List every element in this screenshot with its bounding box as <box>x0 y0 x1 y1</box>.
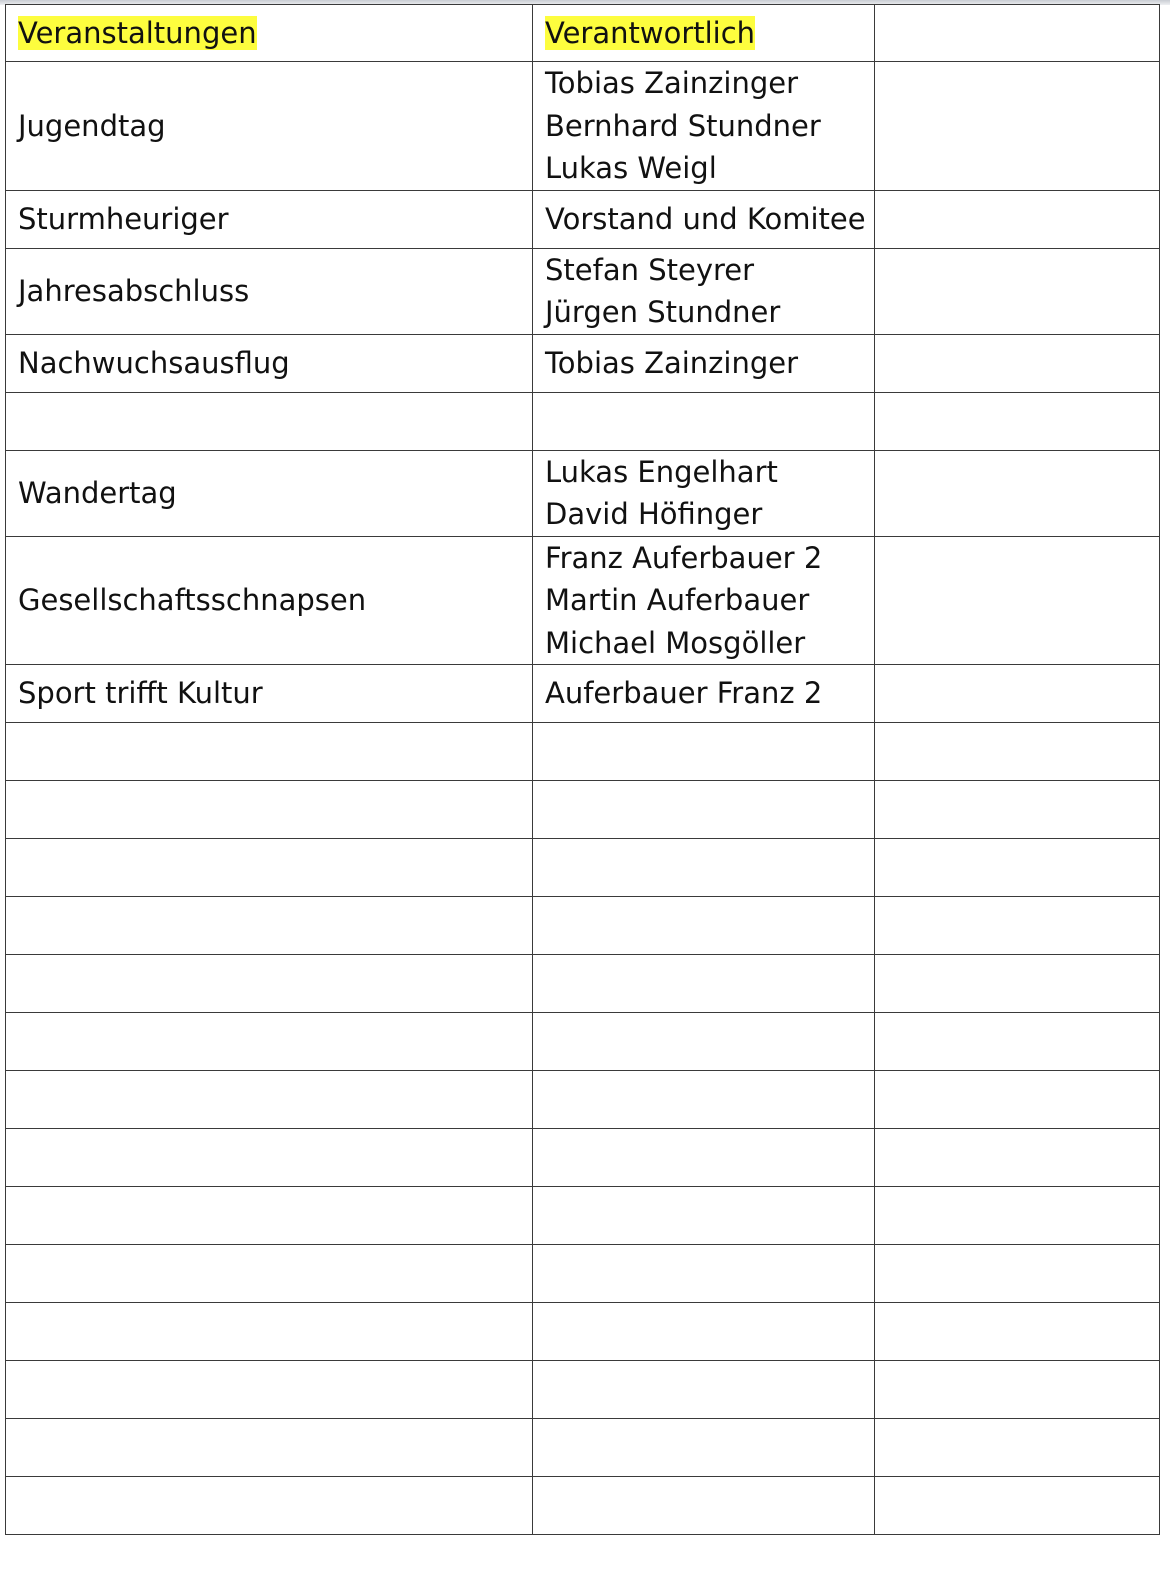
responsible-person: Bernhard Stundner <box>545 108 821 143</box>
extra-cell <box>875 248 1160 334</box>
table-row <box>6 1245 1160 1303</box>
event-name: Sport trifft Kultur <box>18 676 263 711</box>
responsible-cell <box>533 450 875 536</box>
event-cell <box>6 392 533 450</box>
event-name: Jahresabschluss <box>18 273 250 308</box>
event-cell <box>6 1129 533 1187</box>
event-cell <box>6 839 533 897</box>
responsible-person: Jürgen Stundner <box>545 295 781 329</box>
event-cell <box>6 536 533 665</box>
table-row <box>6 665 1160 723</box>
extra-cell <box>875 190 1160 248</box>
table-row <box>6 190 1160 248</box>
responsible-cell <box>533 781 875 839</box>
responsible-cell <box>533 1477 875 1535</box>
responsible-cell <box>533 190 875 248</box>
extra-cell <box>875 839 1160 897</box>
extra-cell <box>875 665 1160 723</box>
extra-cell <box>875 723 1160 781</box>
extra-cell <box>875 450 1160 536</box>
table-row <box>6 781 1160 839</box>
responsible-person: Michael Mosgöller <box>545 625 806 660</box>
extra-cell <box>875 1361 1160 1419</box>
extra-cell <box>875 334 1160 392</box>
responsible-cell <box>533 536 875 665</box>
extra-cell <box>875 536 1160 665</box>
responsible-cell <box>533 1303 875 1361</box>
header-responsible-label: Verantwortlich <box>545 15 756 50</box>
event-cell <box>6 955 533 1013</box>
event-name: Nachwuchsausflug <box>18 345 290 380</box>
event-cell <box>6 1071 533 1129</box>
event-cell <box>6 450 533 536</box>
header-cell-extra <box>875 5 1160 62</box>
responsible-cell <box>533 665 875 723</box>
responsible-cell <box>533 1245 875 1303</box>
responsible-cell <box>533 897 875 955</box>
responsible-person: Vorstand und Komitee <box>545 201 866 236</box>
event-cell <box>6 334 533 392</box>
table-body <box>6 5 1160 1535</box>
table-row <box>6 1013 1160 1071</box>
table-row <box>6 1303 1160 1361</box>
event-cell <box>6 248 533 334</box>
extra-cell <box>875 1419 1160 1477</box>
header-events-label: Veranstaltungen <box>18 15 257 50</box>
responsible-cell <box>533 1361 875 1419</box>
events-table <box>5 4 1160 1535</box>
extra-cell <box>875 62 1160 191</box>
header-cell-responsible <box>533 5 875 62</box>
responsible-cell <box>533 839 875 897</box>
event-name: Sturmheuriger <box>18 201 229 236</box>
table-row <box>6 897 1160 955</box>
responsible-person: Lukas Weigl <box>545 151 717 185</box>
extra-cell <box>875 781 1160 839</box>
event-name: Gesellschaftsschnapsen <box>18 583 367 617</box>
responsible-cell <box>533 248 875 334</box>
responsible-person: Lukas Engelhart <box>545 454 778 489</box>
responsible-person: Tobias Zainzinger <box>545 345 798 380</box>
event-cell <box>6 1419 533 1477</box>
responsible-cell <box>533 392 875 450</box>
responsible-cell <box>533 1419 875 1477</box>
table-row <box>6 62 1160 191</box>
table-row <box>6 723 1160 781</box>
table-header-row <box>6 5 1160 62</box>
extra-cell <box>875 1129 1160 1187</box>
responsible-person: Stefan Steyrer <box>545 252 755 287</box>
extra-cell <box>875 1071 1160 1129</box>
table-row <box>6 1419 1160 1477</box>
table-row <box>6 450 1160 536</box>
table-row <box>6 1129 1160 1187</box>
event-cell <box>6 62 533 191</box>
header-cell-events <box>6 5 533 62</box>
event-cell <box>6 1245 533 1303</box>
responsible-cell <box>533 723 875 781</box>
event-cell <box>6 1303 533 1361</box>
responsible-person: Martin Auferbauer <box>545 583 810 617</box>
table-row <box>6 392 1160 450</box>
extra-cell <box>875 1013 1160 1071</box>
event-cell <box>6 1187 533 1245</box>
responsible-cell <box>533 955 875 1013</box>
table-row <box>6 839 1160 897</box>
table-row <box>6 1477 1160 1535</box>
responsible-cell <box>533 62 875 191</box>
event-name: Jugendtag <box>18 108 166 143</box>
responsible-person: Franz Auferbauer 2 <box>545 540 823 575</box>
event-cell <box>6 1013 533 1071</box>
table-row <box>6 248 1160 334</box>
extra-cell <box>875 1187 1160 1245</box>
table-row <box>6 334 1160 392</box>
extra-cell <box>875 392 1160 450</box>
event-cell <box>6 723 533 781</box>
responsible-cell <box>533 1071 875 1129</box>
event-cell <box>6 190 533 248</box>
table-row <box>6 1071 1160 1129</box>
event-cell <box>6 665 533 723</box>
event-cell <box>6 781 533 839</box>
responsible-person: Auferbauer Franz 2 <box>545 676 823 711</box>
responsible-cell <box>533 334 875 392</box>
extra-cell <box>875 1303 1160 1361</box>
responsible-cell <box>533 1013 875 1071</box>
event-name: Wandertag <box>18 475 177 510</box>
table-row <box>6 955 1160 1013</box>
event-cell <box>6 1477 533 1535</box>
event-cell <box>6 1361 533 1419</box>
responsible-person: Tobias Zainzinger <box>545 66 798 100</box>
table-row <box>6 1361 1160 1419</box>
responsible-cell <box>533 1187 875 1245</box>
table-row <box>6 536 1160 665</box>
event-cell <box>6 897 533 955</box>
table-row <box>6 1187 1160 1245</box>
extra-cell <box>875 1477 1160 1535</box>
extra-cell <box>875 1245 1160 1303</box>
responsible-cell <box>533 1129 875 1187</box>
extra-cell <box>875 897 1160 955</box>
responsible-person: David Höfinger <box>545 497 763 531</box>
extra-cell <box>875 955 1160 1013</box>
